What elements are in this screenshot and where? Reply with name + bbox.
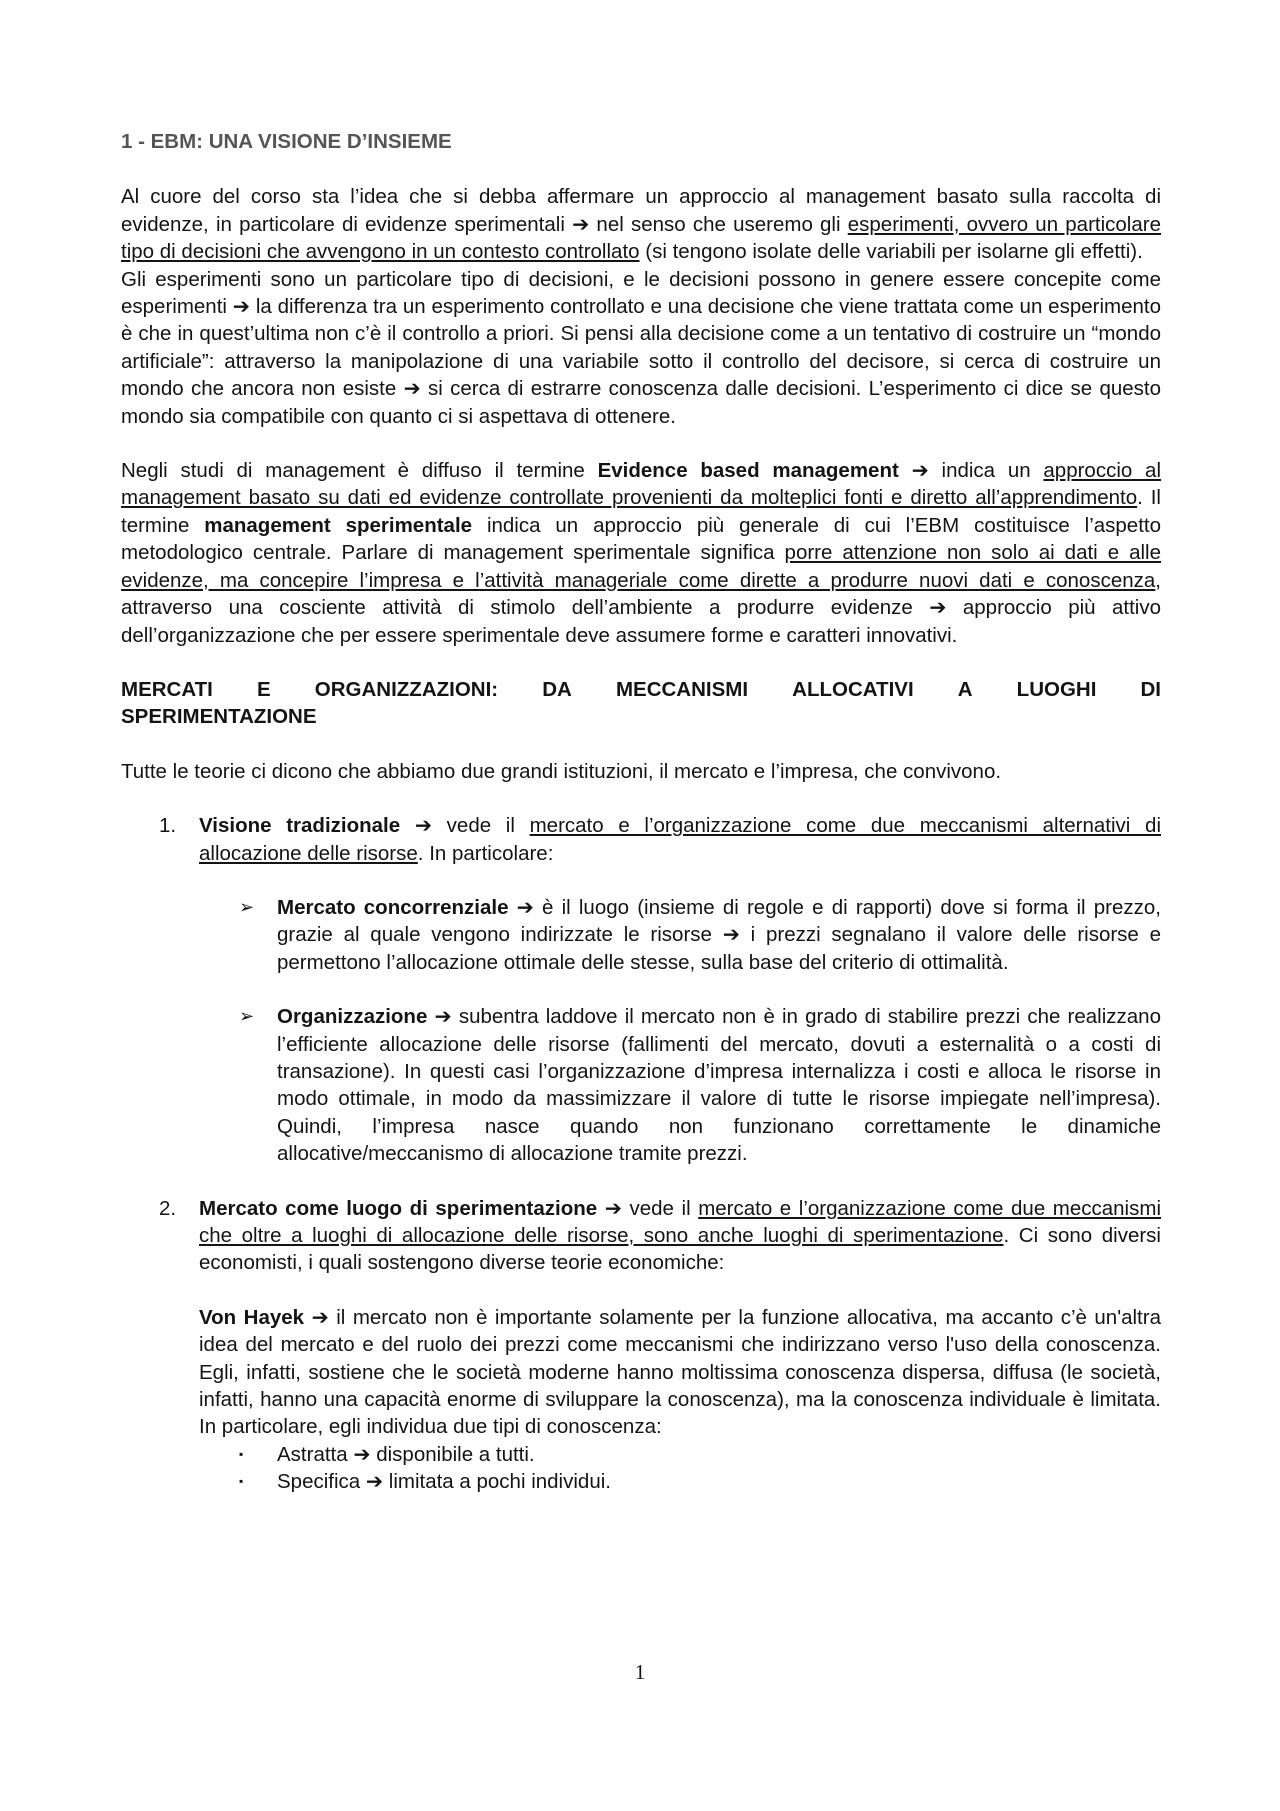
list-item: ➢ Organizzazione ➔ subentra laddove il mercato non è in grado di stabilire prezzi che realizzano l’efficiente allocazione delle risorse (fallimenti del mercato, dovuti a esternalità o a costi di transazione). In questi casi l’organizzazione d’impresa internalizza i costi e alloca le risorse in modo ottimale, in modo da massimizzare il valore di tutte le risorse impiegate nell’impresa). Quindi, l’impresa nasce quando non funzionano correttamente le dinamiche allocative/meccanismo di allocazione tramite prezzi. xyxy=(239,1005,1161,1166)
underlined-text: approccio al management basato su dati ed evidenze controllate provenienti da molteplici fonti e diretto all’apprendimento xyxy=(121,459,1162,510)
arrow-icon: ➔ xyxy=(434,1005,452,1029)
heading-line-1: MERCATI E ORGANIZZAZIONI: DA MECCANISMI ALLOCATIVI A LUOGHI DI xyxy=(121,677,1161,701)
arrow-icon: ➔ xyxy=(516,895,534,919)
arrow-icon: ➔ xyxy=(232,295,250,319)
arrow-icon: ➔ xyxy=(353,1442,371,1466)
underlined-text: esperimenti, ovvero un particolare tipo di decisioni che avvengono in un contesto controllato xyxy=(121,212,1161,264)
list-number: 1. xyxy=(159,814,177,838)
arrow-icon: ➔ xyxy=(911,459,929,483)
arrow-icon: ➔ xyxy=(572,212,590,236)
square-bullet-icon: ▪ xyxy=(239,1474,244,1489)
arrow-icon: ➔ xyxy=(722,923,740,947)
list-number: 2. xyxy=(159,1196,177,1220)
list-item: ➢ Mercato concorrenziale ➔ è il luogo (insieme di regole e di rapporti) dove si forma il prezzo, grazie al quale vengono indirizzate le risorse ➔ i prezzi segnalano il valore delle risorse e permettono l’allocazione ottimale delle stesse, sulla base del criterio di ottimalità. xyxy=(239,895,1161,974)
arrow-icon: ➔ xyxy=(604,1196,622,1220)
list-item: 1. Visione tradizionale ➔ vede il mercato e l’organizzazione come due meccanismi alternativi di allocazione delle risorse. In particolare: xyxy=(159,814,1161,865)
arrowhead-bullet-icon: ➢ xyxy=(239,896,255,917)
arrow-icon: ➔ xyxy=(414,814,432,838)
arrow-icon: ➔ xyxy=(929,596,947,620)
theories-paragraph: Tutte le teorie ci dicono che abbiamo due grandi istituzioni, il mercato e l’impresa, che convivono. xyxy=(121,759,1002,783)
intro-paragraph-1: Al cuore del corso sta l’idea che si debba affermare un approccio al management basato sulla raccolta di evidenze, in particolare di evidenze sperimentali ➔ nel senso che useremo gli esperimenti, ovvero un particolare tipo di decisioni che avvengono in un contesto controllato (si tengono isolate delle variabili per isolarne gli effetti). xyxy=(121,185,1161,264)
section-title: 1 - EBM: UNA VISIONE D’INSIEME xyxy=(121,130,452,153)
arrow-icon: ➔ xyxy=(311,1305,329,1329)
heading-line-2: SPERIMENTAZIONE xyxy=(121,705,317,729)
arrowhead-bullet-icon: ➢ xyxy=(239,1006,255,1027)
underlined-text: mercato e l’organizzazione come due meccanismi che oltre a luoghi di allocazione delle risorse, sono anche luoghi di sperimentazione xyxy=(199,1196,1161,1247)
arrow-icon: ➔ xyxy=(403,377,421,401)
intro-paragraph-2: Gli esperimenti sono un particolare tipo di decisioni, e le decisioni possono in genere essere concepite come esperimenti ➔ la differenza tra un esperimento controllato e una decisione che viene trattata come un esperimento è che in quest’ultima non c’è il controllo a priori. Si pensi alla decisione come a un tentativo di costruire un “mondo artificiale”: attraverso la manipolazione di una variabile sotto il controllo del decisore, si cerca di costruire un mondo che ancora non esiste ➔ si cerca di estrarre conoscenza dalle decisioni. L’esperimento ci dice se questo mondo sia compatibile con quanto ci si aspettava di ottenere. xyxy=(121,267,1162,428)
list-item: ▪ Astratta ➔ disponibile a tutti. xyxy=(121,1441,1161,1468)
underlined-text: porre attenzione non solo ai dati e alle evidenze, ma concepire l’impresa e l’attività manageriale come dirette a produrre nuovi dati e conoscenza xyxy=(121,541,1161,592)
term-ebm: Evidence based management xyxy=(597,459,899,483)
document-page xyxy=(121,128,1161,1496)
section-heading xyxy=(121,676,1161,731)
hayek-block: Von Hayek ➔ il mercato non è importante solamente per la funzione allocativa, ma accanto c’è un'altra idea del mercato e del ruolo dei prezzi come meccanismi che indirizzano verso l'uso della conoscenza. Egli, infatti, sostiene che le società moderne hanno moltissima conoscenza dispersa, diffusa (le società, infatti, hanno una capacità enorme di sviluppare la conoscenza), ma la conoscenza individuale è limitata. In particolare, egli individua due tipi di conoscenza: xyxy=(199,1305,1161,1439)
page-number: 1 xyxy=(634,1660,646,1684)
ebm-paragraph: Negli studi di management è diffuso il termine Evidence based management ➔ indica un approccio al management basato su dati ed evidenze controllate provenienti da molteplici fonti e diretto all’apprendimento. Il termine management sperimentale indica un approccio più generale di cui l’EBM costituisce l’aspetto metodologico centrale. Parlare di management sperimentale significa porre attenzione non solo ai dati e alle evidenze, ma concepire l’impresa e l’attività manageriale come dirette a produrre nuovi dati e conoscenza, attraverso una cosciente attività di stimolo dell’ambiente a produrre evidenze ➔ approccio più attivo dell’organizzazione che per essere sperimentale deve assumere forme e caratteri innovativi. xyxy=(121,459,1162,647)
square-bullet-icon: ▪ xyxy=(239,1446,244,1461)
term-management-sperimentale: management sperimentale xyxy=(204,513,473,537)
list-item: ▪ Specifica ➔ limitata a pochi individui. xyxy=(121,1468,1161,1495)
underlined-text: mercato e l’organizzazione come due meccanismi alternativi di allocazione delle risorse xyxy=(199,814,1161,865)
arrow-icon: ➔ xyxy=(365,1470,384,1494)
list-item: 2. Mercato come luogo di sperimentazione ➔ vede il mercato e l’organizzazione come due meccanismi che oltre a luoghi di allocazione delle risorse, sono anche luoghi di sperimentazione. Ci sono diversi economisti, i quali sostengono diverse teorie economiche: xyxy=(159,1196,1161,1275)
